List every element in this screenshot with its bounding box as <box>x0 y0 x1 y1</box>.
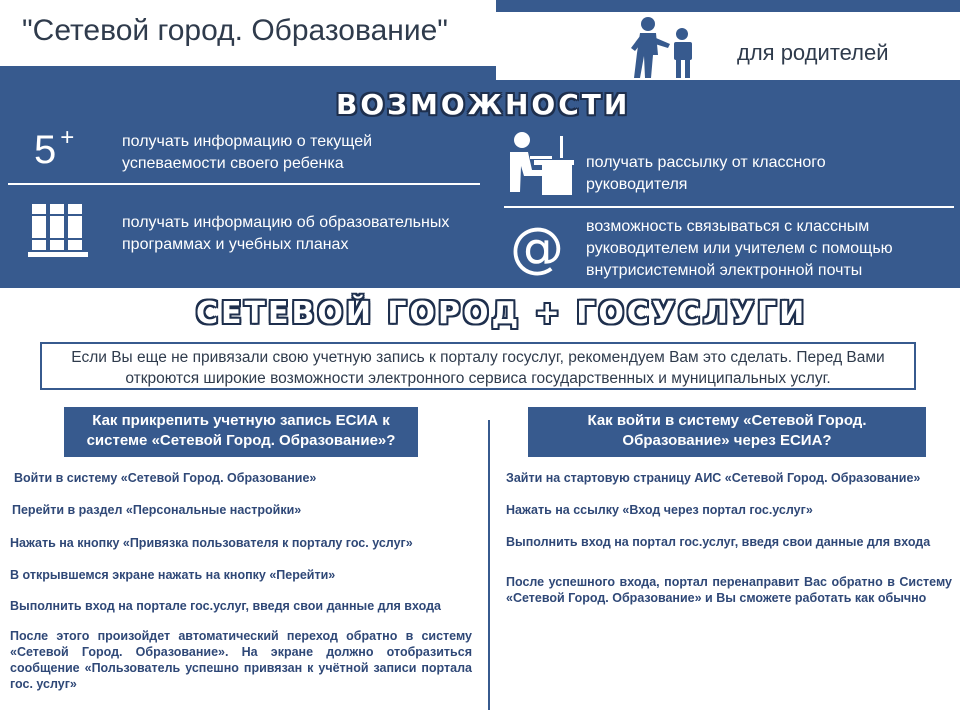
at-icon: @ <box>510 216 564 279</box>
right-step-3: Выполнить вход на портал гос.услуг, введя свои данные для входа <box>506 535 931 549</box>
top-right-strip <box>496 0 960 12</box>
gosuslugi-heading: СЕТЕВОЙ ГОРОД + ГОСУСЛУГИ <box>196 296 808 331</box>
divider-right <box>504 206 954 208</box>
desk-icon <box>500 130 580 200</box>
feature-programs-text: получать информацию об образовательных программах и учебных планах <box>122 214 450 253</box>
feature-grades-text: получать информацию о текущей успеваемости своего ребенка <box>122 133 373 172</box>
audience-label: для родителей <box>737 40 889 65</box>
divider-left <box>8 183 480 185</box>
grade-plus: + <box>60 124 75 151</box>
right-step-1: Зайти на стартовую страницу АИС «Сетевой Город. Образование» <box>506 471 921 485</box>
audience-panel <box>496 12 960 80</box>
right-step-2: Нажать на ссылку «Вход через портал гос.услуг» <box>506 503 813 517</box>
left-step-5: Выполнить вход на портале гос.услуг, введя свои данные для входа <box>10 599 441 613</box>
capabilities-heading: ВОЗМОЖНОСТИ <box>336 88 631 121</box>
left-step-2: Перейти в раздел «Персональные настройки» <box>12 503 302 517</box>
feature-mailing-text: получать рассылку от классного руководителя <box>586 154 826 193</box>
left-step-6: После этого произойдет автоматический переход обратно в систему «Сетевой Город. Образование». На экране должно отобразиться сообщение «Пользователь успешно привязан к учётной записи портала гос. услуг» <box>10 629 472 691</box>
left-step-1: Войти в систему «Сетевой Город. Образование» <box>14 471 317 485</box>
page-title: "Сетевой город. Образование" <box>22 14 448 47</box>
grade-number: 5 <box>34 128 57 172</box>
left-step-4: В открывшемся экране нажать на кнопку «Перейти» <box>10 568 336 582</box>
feature-email-text: возможность связываться с классным руководителем или учителем с помощью внутрисистемной электронной почты <box>586 218 893 279</box>
left-question-box: Как прикрепить учетную запись ЕСИА к системе «Сетевой Город. Образование»? <box>64 407 418 457</box>
gosuslugi-notice: Если Вы еще не привязали свою учетную запись к порталу госуслуг, рекомендуем Вам это сделать. Перед Вами откроются широкие возможности электронного сервиса государственных и муниципальных услуг. <box>40 342 916 390</box>
parent-child-icon <box>628 16 700 80</box>
left-step-3: Нажать на кнопку «Привязка пользователя к порталу гос. услуг» <box>10 536 413 550</box>
books-icon <box>28 198 90 260</box>
column-divider <box>488 420 490 710</box>
grade-icon <box>34 124 75 173</box>
right-question-box: Как войти в систему «Сетевой Город. Образование» через ЕСИА? <box>528 407 926 457</box>
right-step-4: После успешного входа, портал перенаправит Вас обратно в Систему «Сетевой Город. Образование» и Вы сможете работать как обычно <box>506 575 952 605</box>
